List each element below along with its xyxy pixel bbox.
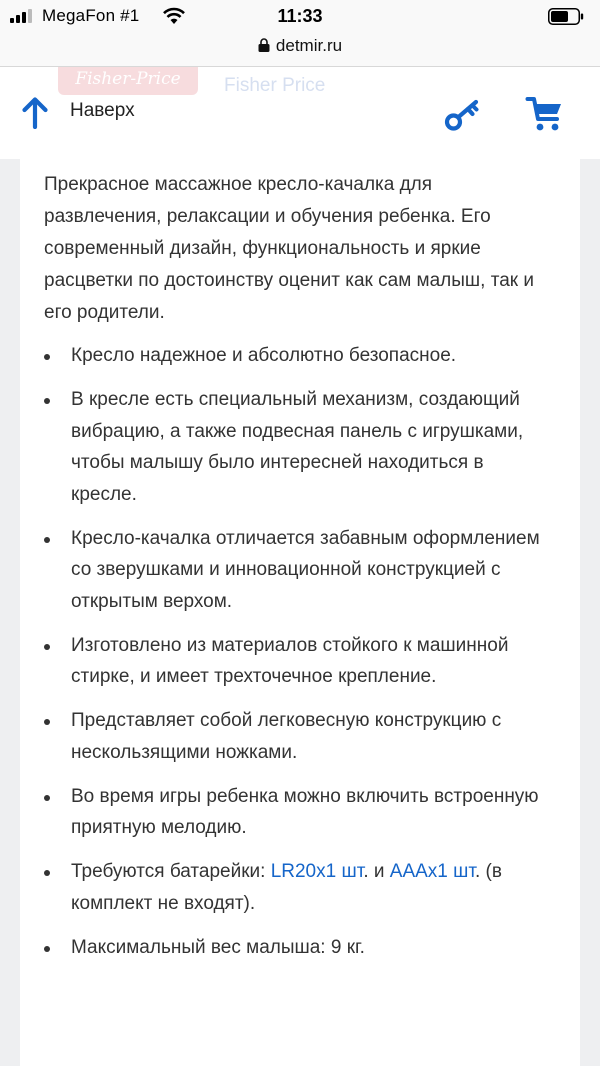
brand-name: Fisher Price (224, 75, 326, 96)
bullet (44, 946, 50, 952)
feature-text: Кресло-качалка отличается забавным оформлением со зверушками и инновационной конструкцией с открытым верхом. (71, 527, 540, 612)
url-display[interactable] (0, 36, 600, 56)
list-item (44, 384, 544, 510)
product-description-card (20, 159, 580, 1066)
list-item (44, 705, 544, 768)
list-item-batteries (44, 856, 544, 919)
status-bar (0, 0, 600, 34)
lock-icon (258, 38, 270, 52)
sticky-header (0, 67, 600, 159)
cart-icon[interactable] (525, 95, 565, 133)
clock: 11:33 (277, 6, 323, 26)
carrier-name: MegaFon #1 (42, 6, 140, 25)
key-icon[interactable] (444, 98, 482, 132)
list-item (44, 630, 544, 693)
battery-icon (548, 8, 584, 25)
batteries-between: . и (363, 861, 390, 882)
bullet (44, 354, 50, 360)
list-item (44, 340, 544, 372)
brand-logo-text: Fisher-Price (75, 69, 181, 89)
battery-link-aaa[interactable]: AAAx1 шт (389, 861, 475, 882)
feature-text: Во время игры ребенка можно включить встроенную приятную мелодию. (71, 785, 539, 838)
list-item (44, 523, 544, 618)
feature-text: Представляет собой легковесную конструкцию с нескользящими ножками. (71, 710, 502, 763)
back-to-top-button[interactable]: Наверх (70, 100, 135, 121)
feature-text: Кресло надежное и абсолютно безопасное. (71, 345, 457, 366)
bullet (44, 719, 50, 725)
battery-link-lr20[interactable]: LR20x1 шт (270, 861, 364, 882)
max-weight-text: Максимальный вес малыша: 9 кг. (71, 936, 365, 958)
up-arrow-icon[interactable] (22, 97, 48, 129)
bullet (44, 398, 50, 404)
feature-text: Изготовлено из материалов стойкого к машинной стирке, и имеет трехточечное крепление. (71, 634, 509, 687)
list-item (44, 781, 544, 844)
feature-text: В кресле есть специальный механизм, создающий вибрацию, а также подвесная панель с игрушками, чтобы малышу было интересней находиться в кресле. (71, 389, 524, 505)
bullet (44, 644, 50, 650)
address-bar[interactable] (0, 34, 600, 67)
batteries-prefix: Требуются батарейки: (71, 861, 271, 882)
bullet (44, 870, 50, 876)
description-intro: Прекрасное массажное кресло-качалка для развлечения, релаксации и обучения ребенка. Его современный дизайн, функциональность и яркие расцветки по достоинству оценит как сам малыш, так и его родители. (44, 174, 534, 323)
batteries-suffix: . (в комплект не входят). (71, 861, 502, 914)
list-item (44, 932, 544, 964)
bullet (44, 795, 50, 801)
brand-logo (58, 67, 198, 95)
url-text: detmir.ru (275, 36, 343, 55)
bullet (44, 537, 50, 543)
features-list (44, 340, 544, 976)
